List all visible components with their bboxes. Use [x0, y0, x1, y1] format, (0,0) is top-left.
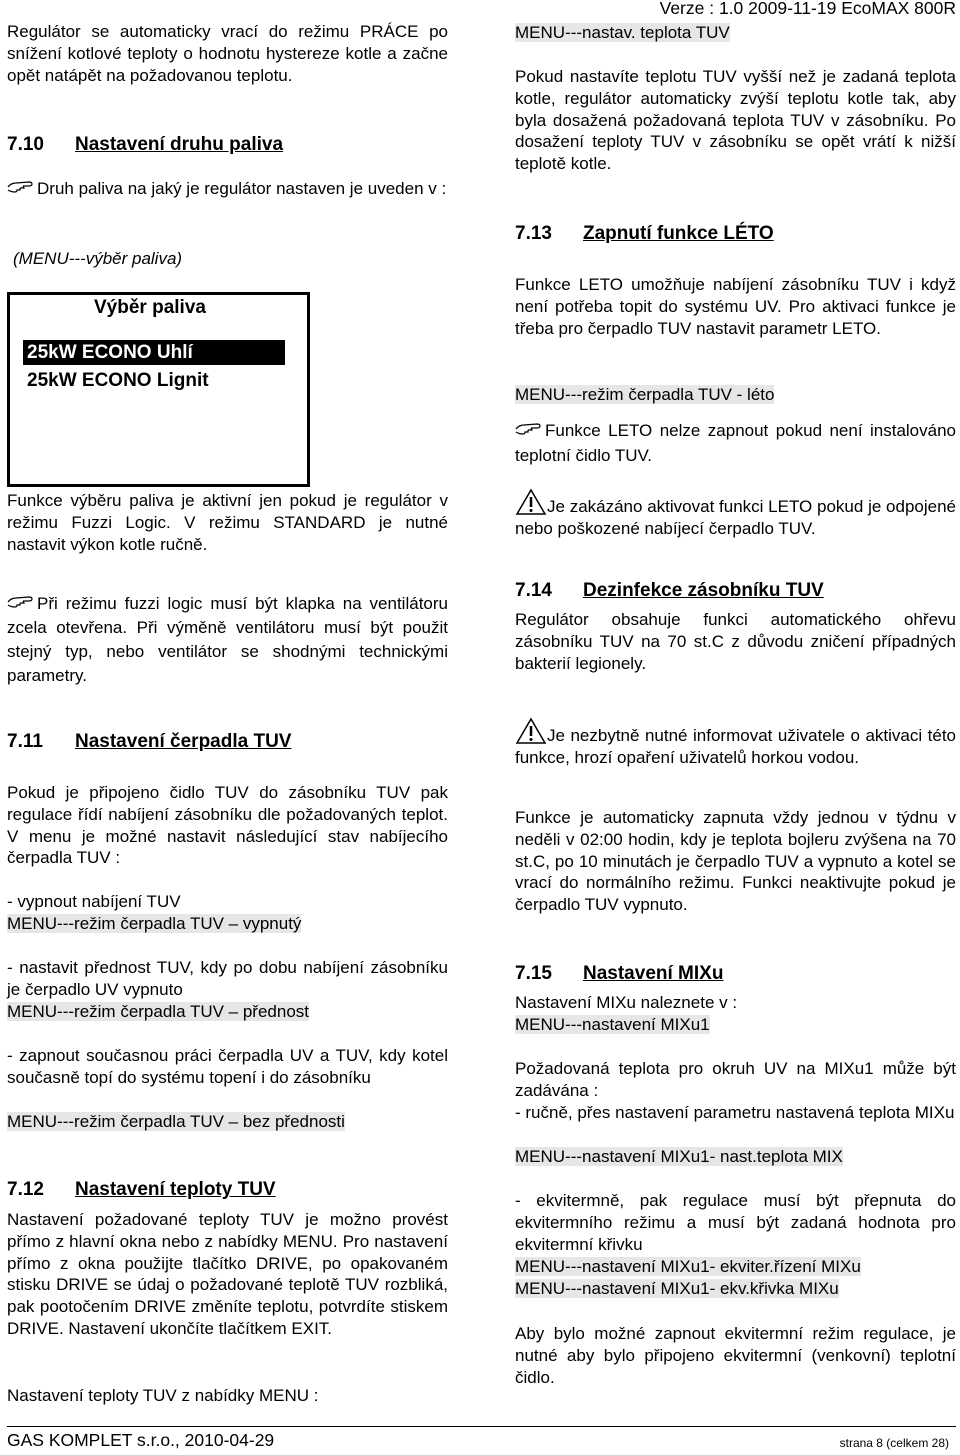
fuel-note — [7, 176, 448, 202]
section-number: 7.11 — [7, 731, 43, 752]
lcd-option: 25kW ECONO Lignit — [27, 370, 209, 391]
pump-menu-2 — [7, 1001, 448, 1023]
fuel-note-text: Druh paliva na jaký je regulátor nastaven je uveden v : — [37, 179, 447, 198]
menu-path: MENU---nastavení MIXu1- nast.teplota MIX — [515, 1147, 843, 1166]
mix-paragraph: Požadovaná teplota pro okruh UV na MIXu1 může být zadávána : — [515, 1059, 956, 1100]
section-number: 7.10 — [7, 134, 44, 155]
section-heading-7-15 — [515, 963, 956, 985]
section-number: 7.13 — [515, 223, 552, 244]
section-number: 7.15 — [515, 963, 552, 984]
menu-path: MENU---nastavení MIXu1 — [515, 1015, 710, 1034]
mix-option-1: - ručně, přes nastavení parametru nastavená teplota MIXu — [515, 1103, 955, 1122]
section-title: Zapnutí funkce LÉTO — [583, 223, 774, 244]
warning-icon — [515, 717, 547, 745]
menu-path: MENU---nastavení MIXu1- ekviter.řízení MIXu — [515, 1257, 861, 1276]
footer-divider — [7, 1426, 956, 1427]
pump-menu-3 — [7, 1111, 448, 1133]
mix-option-2: - ekvitermně, pak regulace musí být přepnuta do ekvitermního režimu a musí být zadaná hodnota pro ekvitermní křivku — [515, 1191, 956, 1254]
footer-company: GAS KOMPLET s.r.o., 2010-04-29 — [7, 1430, 275, 1450]
pump-option-1: - vypnout nabíjení TUV — [7, 892, 181, 911]
section-heading-7-11 — [7, 731, 448, 753]
section-heading-7-14 — [515, 580, 956, 602]
mix-menu-1 — [515, 1014, 956, 1036]
dhw-paragraph: Pokud nastavíte teplotu TUV vyšší než je zadaná teplota kotle, regulátor automaticky zvýší teplotu kotle tak, aby byla dosažená požadovaná teplota TUV v zásobníku. Po dosažení teploty TUV v zásobníku se opět vrátí k nižší teplotě kotle. — [515, 67, 956, 174]
mix-menu-3 — [515, 1256, 956, 1278]
menu-path: MENU---nastav. teplota TUV — [515, 23, 730, 42]
summer-paragraph: Funkce LETO umožňuje nabíjení zásobníku TUV i když není potřeba topit do systému UV. Pro aktivaci funkce je třeba pro čerpadlo TUV nastavit parametr LETO. — [515, 275, 956, 338]
summer-note-text: Funkce LETO nelze zapnout pokud není instalováno teplotní čidlo TUV. — [515, 421, 956, 465]
section-title: Dezinfekce zásobníku TUV — [583, 580, 824, 601]
mix-intro: Nastavení MIXu naleznete v : — [515, 993, 738, 1012]
pump-option-2: - nastavit přednost TUV, kdy po dobu nabíjení zásobníku je čerpadlo UV vypnuto — [7, 958, 448, 999]
section-heading-7-12 — [7, 1179, 448, 1201]
fuzzy-paragraph: Funkce výběru paliva je aktivní jen pokud je regulátor v režimu Fuzzi Logic. V režimu STANDARD je nutné nastavit výkon kotle ručně. — [7, 491, 448, 554]
footer-page-number: strana 8 (celkem 28) — [839, 1436, 949, 1450]
summer-menu — [515, 384, 956, 406]
fuzzy-note — [7, 592, 448, 688]
page-footer — [7, 1430, 956, 1452]
page-header: Verze : 1.0 2009-11-19 EcoMAX 800R — [659, 0, 956, 18]
dhw-temp-paragraph: Nastavení požadované teploty TUV je možno provést přímo z hlavní okna nebo z nabídky MENU. Pro nastavení přímo z okna použijte tlačítko DRIVE, po opakovaném stisku DRIVE se údaj o požadované teplotě TUV rozbliká, pak pootočením DRIVE změníte teplotu, potvrdíte stiskem DRIVE. Nastavení ukončíte tlačítkem EXIT. — [7, 1210, 448, 1338]
mix-menu-2 — [515, 1146, 956, 1168]
menu-path: MENU---nastavení MIXu1- ekv.křivka MIXu — [515, 1279, 839, 1298]
pump-option-3: - zapnout současnou práci čerpadla UV a TUV, kdy kotel současně topí do systému topení i do zásobníku — [7, 1046, 448, 1087]
dhw-menu-path — [515, 22, 956, 44]
summer-warning-text: Je zakázáno aktivovat funkci LETO pokud je odpojené nebo poškozené nabíjecí čerpadlo TUV. — [515, 497, 956, 538]
menu-path: MENU---režim čerpadla TUV – přednost — [7, 1002, 309, 1021]
section-heading-7-13 — [515, 223, 956, 245]
pump-menu-1 — [7, 913, 448, 935]
section-title: Nastavení teploty TUV — [75, 1179, 276, 1200]
pointing-hand-icon — [7, 593, 37, 611]
disinfection-paragraph-2: Funkce je automaticky zapnuta vždy jednou v týdnu v neděli v 02:00 hodin, kdy je teplota bojleru zvýšena na 70 st.C, po 10 minutách je čerpadlo TUV a vypnuto a kotel se vrací do normálního režimu. Funkci neaktivujte pokud je čerpadlo TUV vypnuto. — [515, 808, 956, 915]
disinfection-paragraph: Regulátor obsahuje funkci automatického ohřevu zásobníku TUV na 70 st.C z důvodu zničení případných bakterií legionely. — [515, 610, 956, 673]
intro-paragraph: Regulátor se automaticky vrací do režimu PRÁCE po snížení kotlové teploty o hodnotu hystereze kotle a začne opět natápět na požadovanou teplotu. — [7, 22, 448, 85]
section-title: Nastavení druhu paliva — [75, 134, 284, 155]
lcd-fuel-selection-screen — [7, 292, 310, 487]
pointing-hand-icon — [7, 178, 37, 196]
mix-menu-4 — [515, 1278, 956, 1300]
fuzzy-note-text: Při režimu fuzzi logic musí být klapka na ventilátoru zcela otevřena. Při výměně ventilátoru musí být použit stejný typ, nebo ventilátor se shodnými technickými parametry. — [7, 594, 448, 685]
warning-icon — [515, 488, 547, 516]
lcd-title: Výběr paliva — [94, 297, 206, 318]
section-number: 7.14 — [515, 580, 552, 601]
menu-path: MENU---režim čerpadla TUV – vypnutý — [7, 914, 302, 933]
dhw-temp-menu-intro: Nastavení teploty TUV z nabídky MENU : — [7, 1386, 319, 1405]
lcd-selected-option: 25kW ECONO Uhlí — [23, 340, 285, 365]
pump-paragraph: Pokud je připojeno čidlo TUV do zásobníku TUV pak regulace řídí nabíjení zásobníku dle požadovaných teplot. V menu je možné nastavit následující stav nabíjecího čerpadla TUV : — [7, 783, 448, 868]
summer-warning — [515, 488, 956, 540]
fuel-menu-path: (MENU---výběr paliva) — [13, 249, 183, 268]
menu-path: MENU---režim čerpadla TUV – bez přednosti — [7, 1112, 345, 1131]
pointing-hand-icon — [515, 420, 545, 438]
section-title: Nastavení MIXu — [583, 963, 724, 984]
disinfection-warning-text: Je nezbytně nutné informovat uživatele o aktivaci této funkce, hrozí opaření uživatelů horkou vodou. — [515, 726, 956, 767]
summer-note — [515, 418, 956, 468]
mix-paragraph-2: Aby bylo možné zapnout ekvitermní režim regulace, je nutné aby bylo připojeno ekvitermní (venkovní) teplotní čidlo. — [515, 1324, 956, 1387]
section-heading-7-10 — [7, 134, 448, 156]
section-title: Nastavení čerpadla TUV — [75, 731, 292, 752]
disinfection-warning — [515, 717, 956, 769]
menu-path: MENU---režim čerpadla TUV - léto — [515, 385, 775, 404]
section-number: 7.12 — [7, 1179, 44, 1200]
